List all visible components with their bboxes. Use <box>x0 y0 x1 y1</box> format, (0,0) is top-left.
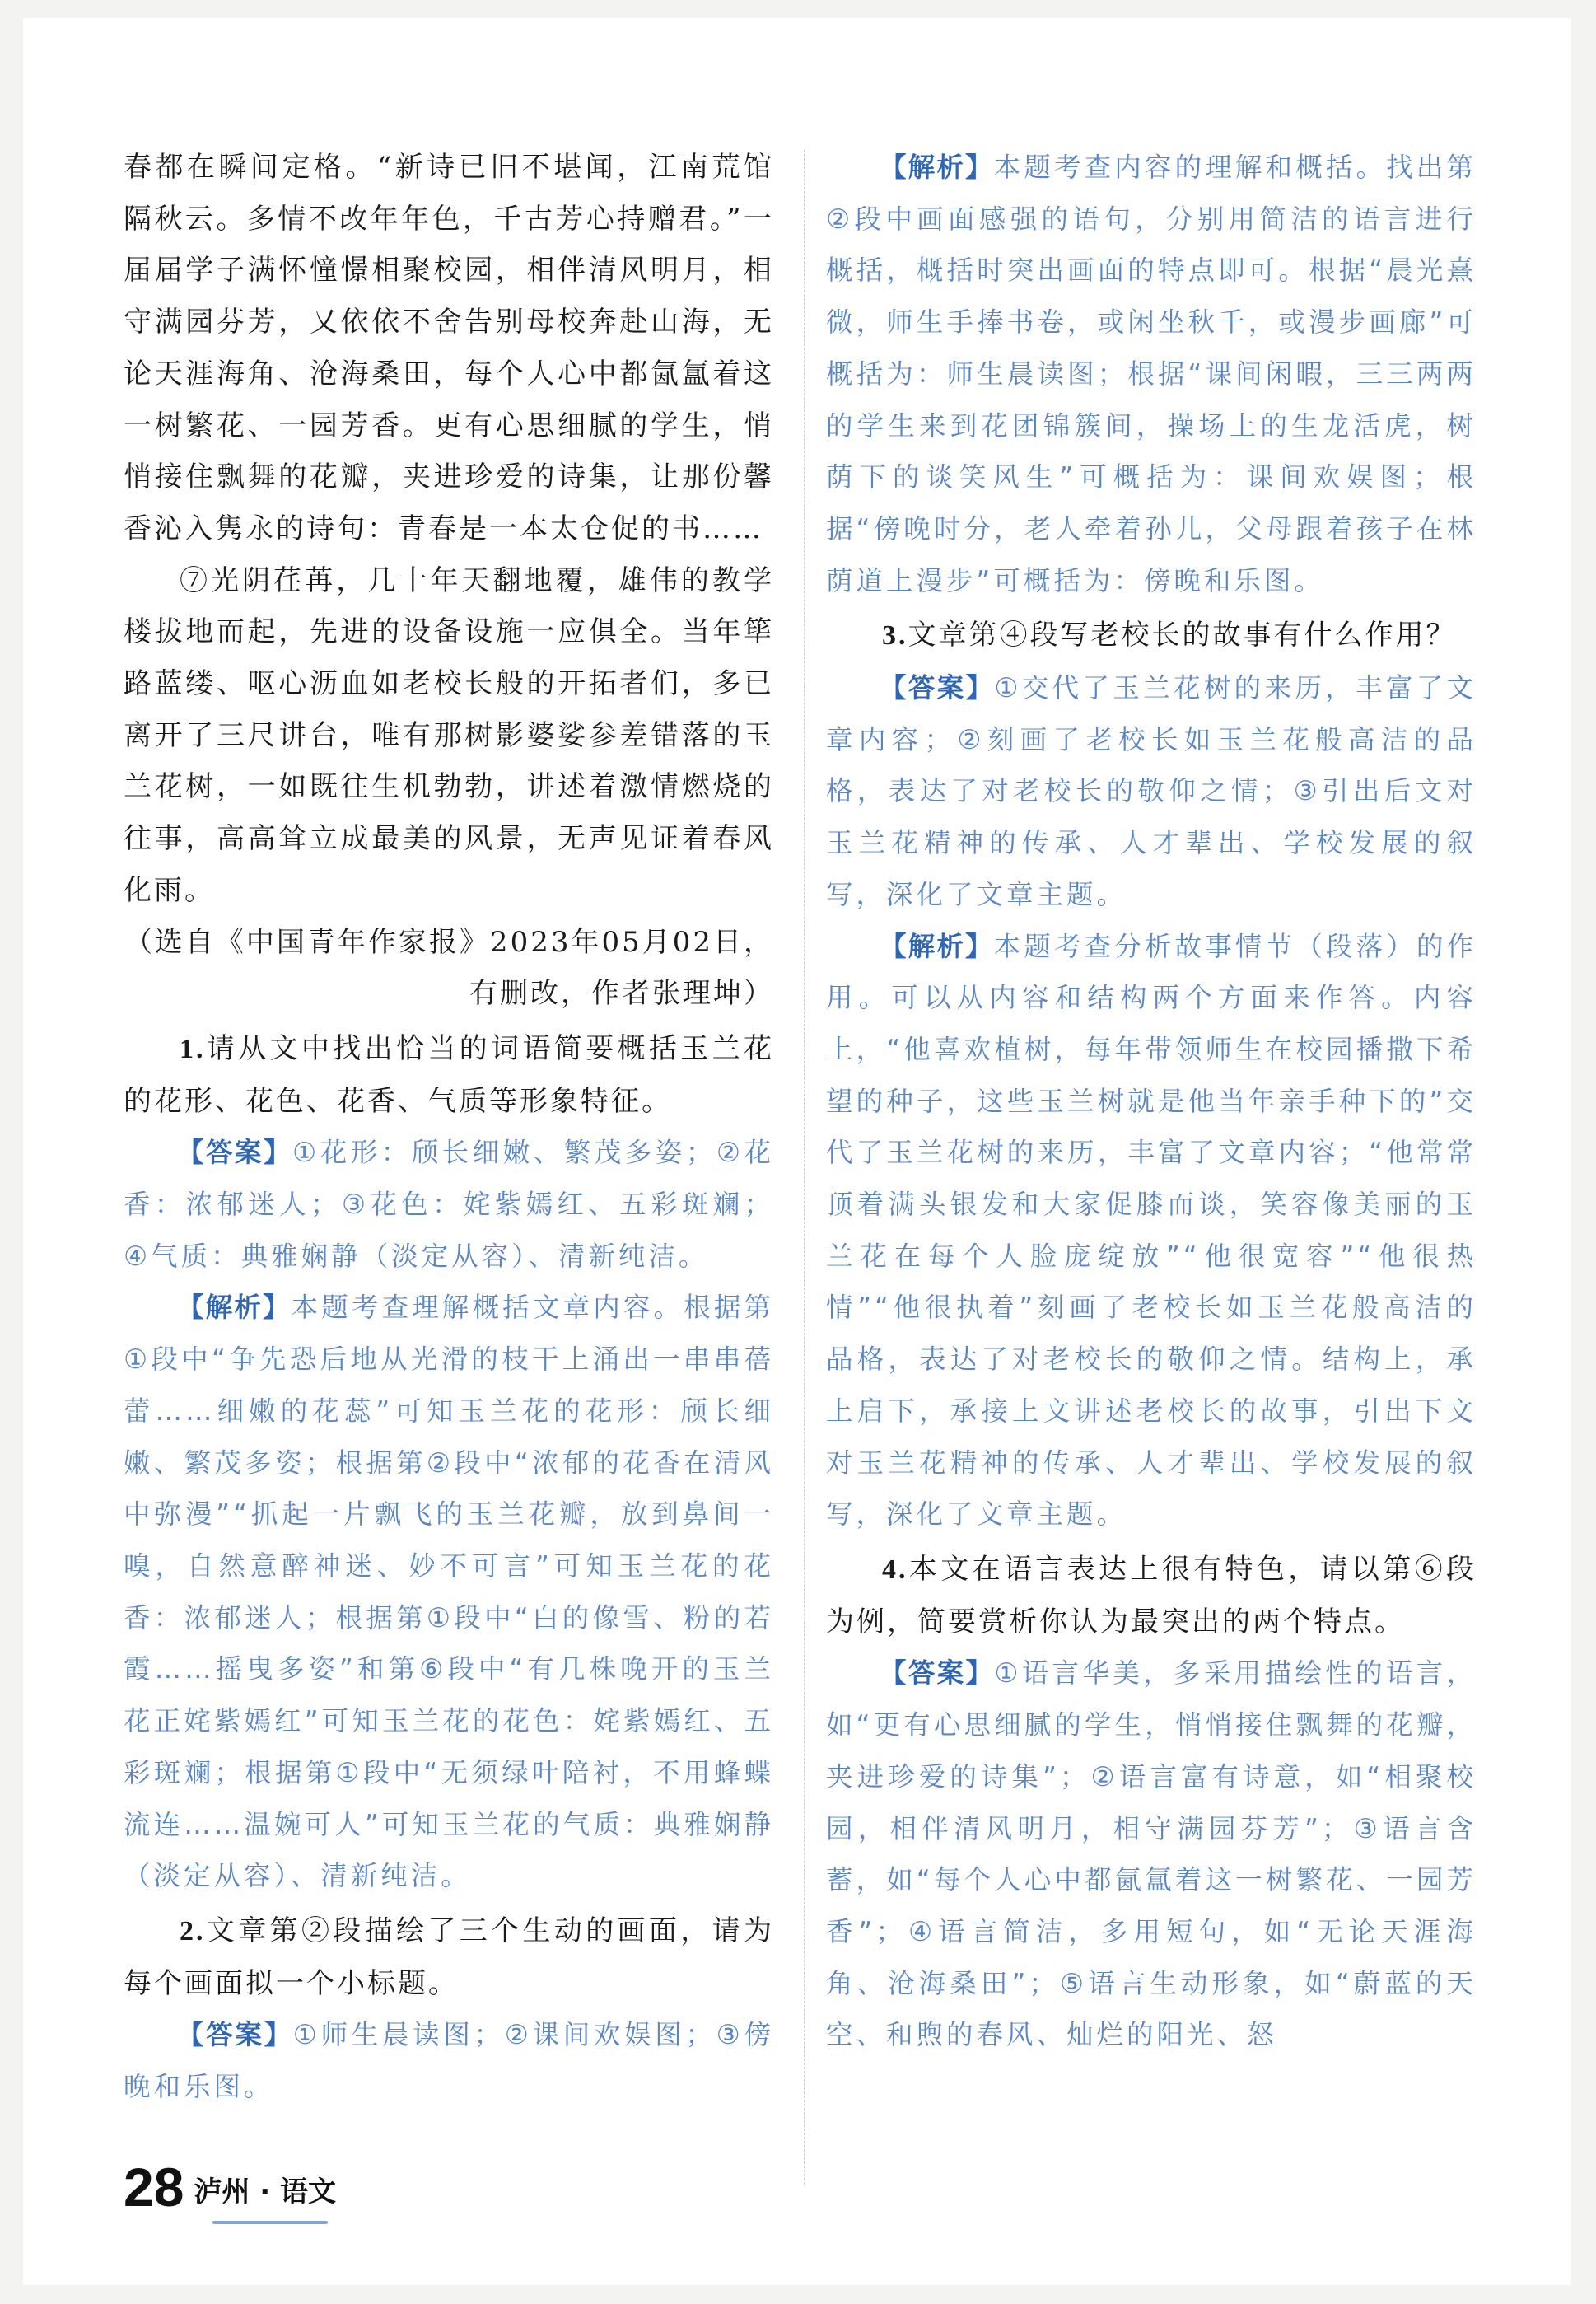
page-number: 28 <box>124 2157 184 2218</box>
analysis-tag: 【解析】 <box>177 1292 292 1324</box>
passage-paragraph-6-end: 春都在瞬间定格。“新诗已旧不堪闻，江南荒馆隔秋云。多情不改年年色，千古芳心持赠君。”一届届学子满怀憧憬相聚校园，相伴清风明月，相守满园芬芳，又依依不舍告别母校奔赴山海，无论天涯海角、沧海桑田，每个人心中都氤氲着这一树繁花、一园芳香。更有心思细腻的学生，悄悄接住飘舞的花瓣，夹进珍爱的诗集，让那份馨香沁入隽永的诗句：青春是一本太仓促的书…… <box>124 151 774 545</box>
passage-paragraph-7: ⑦光阴荏苒，几十年天翻地覆，雄伟的教学楼拔地而起，先进的设备设施一应俱全。当年筚路蓝缕、呕心沥血如老校长般的开拓者们，多已离开了三尺讲台，唯有那树影婆娑参差错落的玉兰花树，一如既往生机勃勃，讲述着激情燃烧的往事，高高耸立成最美的风景，无声见证着春风化雨。 <box>124 563 774 907</box>
question-number: 4. <box>882 1554 908 1585</box>
question-2 <box>124 1905 774 2009</box>
page <box>23 18 1571 2285</box>
question-number: 3. <box>882 620 908 652</box>
question-4 <box>826 1544 1477 1647</box>
left-column <box>124 142 774 2113</box>
answer-text: ①师生晨读图；②课间欢娱图；③傍晚和乐图。 <box>124 2019 774 2103</box>
answer-text: ①花形：颀长细嫩、繁茂多姿；②花香：浓郁迷人；③花色：姹紫嫣红、五彩斑斓；④气质：典雅娴静（淡定从容）、清新纯洁。 <box>124 1137 774 1272</box>
answer-1 <box>124 1127 774 1282</box>
answer-4 <box>826 1647 1477 2061</box>
page-footer <box>124 2157 337 2218</box>
answer-tag: 【答案】 <box>177 2019 293 2051</box>
answer-tag: 【答案】 <box>880 672 995 704</box>
footer-brand: 泸州 · 语文 <box>194 2175 337 2208</box>
source-citation: （选自《中国青年作家报》2023年05月02日，有删改，作者张理坤） <box>124 925 774 1011</box>
analysis-text: 本题考查理解概括文章内容。根据第①段中“争先恐后地从光滑的枝干上涌出一串串蓓蕾……细嫩的花蕊”可知玉兰花的花形：颀长细嫩、繁茂多姿；根据第②段中“浓郁的花香在清风中弥漫”“抓起一片飘飞的玉兰花瓣，放到鼻间一嗅，自然意醉神迷、妙不可言”可知玉兰花的花香：浓郁迷人；根据第①段中“白的像雪、粉的若霞……摇曳多姿”和第⑥段中“有几株晚开的玉兰花正姹紫嫣红”可知玉兰花的花色：姹紫嫣红、五彩斑斓；根据第①段中“无须绿叶陪衬，不用蜂蝶流连……温婉可人”可知玉兰花的气质：典雅娴静（淡定从容）、清新纯洁。 <box>124 1292 774 1892</box>
question-number: 1. <box>180 1033 206 1064</box>
question-text: 文章第②段描绘了三个生动的画面，请为每个画面拟一个小标题。 <box>124 1914 774 2000</box>
answer-text: ①语言华美，多采用描绘性的语言，如“更有心思细腻的学生，悄悄接住飘舞的花瓣，夹进珍爱的诗集”；②语言富有诗意，如“相聚校园，相伴清风明月，相守满园芬芳”；③语言含蓄，如“每个人心中都氤氲着这一树繁花、一园芳香”；④语言简洁，多用短句，如“无论天涯海角、沧海桑田”；⑤语言生动形象，如“蔚蓝的天空、和煦的春风、灿烂的阳光、怒 <box>826 1657 1477 2051</box>
column-divider <box>804 150 805 2185</box>
analysis-text: 本题考查分析故事情节（段落）的作用。可以从内容和结构两个方面来作答。内容上，“他喜欢植树，每年带领师生在校园播撒下希望的种子，这些玉兰树就是他当年亲手种下的”交代了玉兰花树的来历，丰富了文章内容；“他常常顶着满头银发和大家促膝而谈，笑容像美丽的玉兰花在每个人脸庞绽放”“他很宽容”“他很热情”“他很执着”刻画了老校长如玉兰花般高洁的品格，表达了对老校长的敬仰之情。结构上，承上启下，承接上文讲述老校长的故事，引出下文对玉兰花精神的传承、人才辈出、学校发展的叙写，深化了文章主题。 <box>826 930 1477 1531</box>
answer-tag: 【答案】 <box>177 1137 293 1169</box>
question-text: 文章第④段写老校长的故事有什么作用？ <box>908 619 1457 652</box>
question-text: 本文在语言表达上很有特色，请以第⑥段为例，简要赏析你认为最突出的两个特点。 <box>826 1552 1477 1638</box>
question-1 <box>124 1023 774 1127</box>
analysis-tag: 【解析】 <box>880 930 994 962</box>
answer-2 <box>124 2009 774 2112</box>
question-number: 2. <box>180 1915 206 1946</box>
analysis-text: 本题考查内容的理解和概括。找出第②段中画面感强的语句，分别用简洁的语言进行概括，概括时突出画面的特点即可。根据“晨光熹微，师生手捧书卷，或闲坐秋千，或漫步画廊”可概括为：师生晨读图；根据“课间闲暇，三三两两的学生来到花团锦簇间，操场上的生龙活虎，树荫下的谈笑风生”可概括为：课间欢娱图；根据“傍晚时分，老人牵着孙儿，父母跟着孩子在林荫道上漫步”可概括为：傍晚和乐图。 <box>826 152 1477 596</box>
analysis-1 <box>124 1282 774 1901</box>
answer-tag: 【答案】 <box>880 1657 995 1689</box>
answer-text: ①交代了玉兰花树的来历，丰富了文章内容；②刻画了老校长如玉兰花般高洁的品格，表达了对老校长的敬仰之情；③引出后文对玉兰花精神的传承、人才辈出、学校发展的叙写，深化了文章主题。 <box>826 672 1477 910</box>
analysis-tag: 【解析】 <box>880 152 994 183</box>
analysis-2 <box>826 142 1477 606</box>
right-column <box>826 142 1477 2061</box>
analysis-3 <box>826 921 1477 1540</box>
answer-3 <box>826 662 1477 921</box>
question-text: 请从文中找出恰当的词语简要概括玉兰花的花形、花色、花香、气质等形象特征。 <box>124 1031 774 1118</box>
question-3 <box>826 610 1477 662</box>
footer-underline <box>212 2221 328 2224</box>
